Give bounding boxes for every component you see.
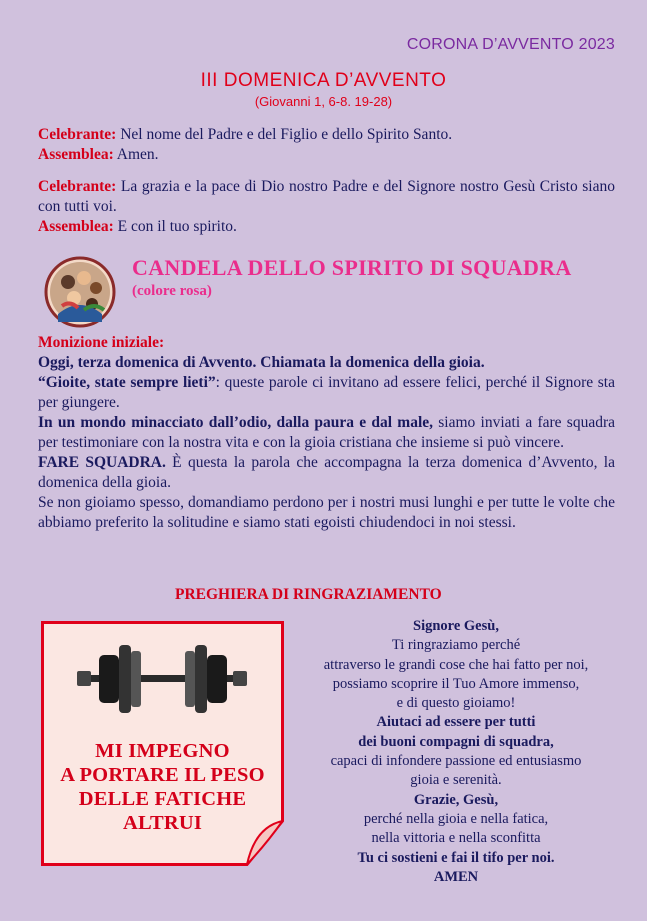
commitment-line: DELLE FATICHE — [78, 788, 247, 810]
prayer-line: Aiutaci ad essere per tutti — [376, 714, 536, 731]
assemblea-text: Amen. — [113, 146, 159, 163]
prayer-line: AMEN — [433, 868, 479, 885]
monizione-text: È questa la parola che accompagna la terza domenica d’Avvento, la domenica della gioia. — [38, 454, 615, 491]
celebrante-label: Celebrante: — [38, 178, 117, 195]
monizione-text: : queste parole ci invitano ad essere felici, perché il Signore sta per giungere. — [38, 374, 615, 411]
celebrante-line — [38, 125, 615, 145]
prayer-heading: PREGHIERA DI RINGRAZIAMENTO — [175, 586, 442, 603]
celebrante-text: Nel nome del Padre e del Figlio e dello Spirito Santo. — [116, 126, 453, 143]
assemblea-line — [38, 217, 615, 237]
monizione-bold: “Gioite, state sempre lieti” — [38, 374, 216, 391]
monizione-paragraph — [38, 353, 615, 373]
commitment-card — [41, 621, 284, 866]
prayer-line: attraverso le grandi cose che hai fatto per noi, — [323, 656, 589, 673]
corona-header: CORONA D’AVVENTO 2023 — [406, 36, 615, 53]
commitment-line: A PORTARE IL PESO — [60, 764, 265, 786]
celebrante-line — [38, 177, 615, 217]
prayer-line: nella vittoria e nella sconfitta — [371, 830, 541, 847]
monizione-paragraph — [38, 493, 615, 533]
commitment-text — [41, 739, 284, 835]
page-title: III DOMENICA D’AVVENTO — [200, 70, 447, 91]
monizione-bold: In un mondo minacciato dall’odio, dalla paura e dal male, — [38, 414, 434, 431]
assemblea-text: E con il tuo spirito. — [113, 218, 237, 235]
dialogue-greeting — [38, 177, 615, 237]
monizione-bold: FARE SQUADRA. — [38, 454, 166, 471]
prayer-line: Grazie, Gesù, — [413, 791, 499, 808]
prayer-line: perché nella gioia e nella fatica, — [363, 810, 549, 827]
assemblea-label: Assemblea: — [38, 146, 114, 163]
prayer-line: Signore Gesù, — [413, 618, 499, 634]
commitment-line: ALTRUI — [122, 812, 203, 834]
prayer-line: dei buoni compagni di squadra, — [358, 733, 554, 750]
monizione-text: siamo inviati a fare squadra per testimoniare con la nostra vita e con la gioia cristiana che insieme si può vincere. — [38, 414, 615, 451]
celebrante-label: Celebrante: — [38, 126, 117, 143]
prayer-line: capaci di infondere passione ed entusiasmo — [330, 753, 582, 770]
prayer-line: Tu ci sostieni e fai il tifo per noi. — [357, 849, 555, 866]
team-emblem-icon — [44, 256, 116, 328]
monizione-paragraph — [38, 453, 615, 493]
commitment-line: MI IMPEGNO — [95, 740, 230, 762]
gospel-reference: (Giovanni 1, 6-8. 19-28) — [254, 94, 393, 109]
candle-title: CANDELA DELLO SPIRITO DI SQUADRA — [132, 255, 572, 280]
assemblea-line — [38, 145, 615, 165]
assemblea-label: Assemblea: — [38, 218, 114, 235]
celebrante-text: La grazia e la pace di Dio nostro Padre e del Signore nostro Gesù Cristo siano con tutti voi. — [38, 178, 615, 215]
monizione-paragraph — [38, 373, 615, 413]
dialogue-opening — [38, 125, 615, 165]
monizione-heading: Monizione iniziale: — [38, 334, 165, 351]
prayer-line: possiamo scoprire il Tuo Amore immenso, — [332, 675, 580, 692]
prayer-text — [296, 617, 616, 887]
monizione-text: Se non gioiamo spesso, domandiamo perdono per i nostri musi lunghi e per tutte le volte che abbiamo preferito la solitudine e siamo stati egoisti chiudendoci in noi stessi. — [38, 494, 615, 531]
prayer-line: e di questo gioiamo! — [396, 695, 516, 712]
candle-color: (colore rosa) — [132, 283, 212, 299]
monizione-bold: Oggi, terza domenica di Avvento. Chiamata la domenica della gioia. — [38, 354, 485, 371]
monizione-paragraph — [38, 413, 615, 453]
prayer-line: Ti ringraziamo perché — [391, 637, 521, 654]
prayer-line: gioia e serenità. — [410, 772, 502, 789]
monizione-section — [38, 333, 615, 533]
